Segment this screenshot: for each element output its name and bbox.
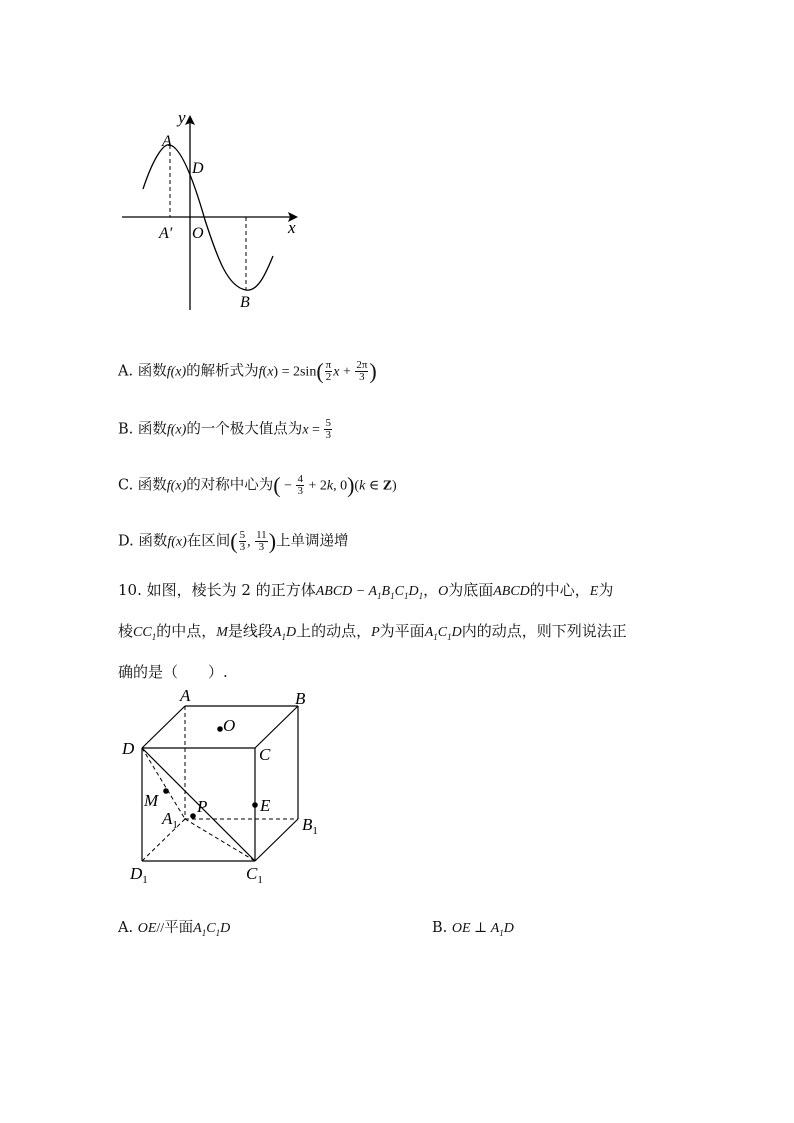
option-9c: C. 函数f(x)的对称中心为( − $\frac{4}{3}$ + 2k, 0)(k ∈ Z) (118, 472, 397, 498)
point-E (252, 802, 258, 808)
label-A: A (180, 686, 191, 705)
q10-line2: 棱$CC_1$的中点，M是线段$A_1D$上的动点，P为平面$A_1C_1D$内的动点，则下列说法正 (118, 621, 627, 642)
point-M (163, 788, 169, 794)
formula-9b: x (302, 422, 309, 438)
question-10 (118, 573, 688, 690)
cube-figure (115, 685, 325, 885)
q10-line1: 10. 如图，棱长为 2 的正方体ABCD − $A_1B_1C_1D_1$，O为底面ABCD的中心，E为 (118, 581, 614, 601)
label-B: B (295, 689, 306, 708)
point-O (217, 726, 223, 732)
label-O: O (192, 225, 204, 242)
label-C1: $C_1$ (246, 864, 263, 885)
option-10b: B. OE ⊥ $A_1D$ (432, 920, 514, 938)
label-D1: $D_1$ (130, 864, 148, 885)
option-9d: D. 函数f(x)在区间( $\frac{5}{3}$ , $\frac{11}{3}$ )上单调递增 (118, 528, 349, 554)
label-M: M (144, 791, 159, 810)
formula-9a: f (258, 364, 263, 380)
label-A1: $A_1$ (162, 809, 178, 831)
edge-C-B (255, 706, 298, 748)
formula-10b: OE (451, 921, 471, 936)
label-O: O (223, 716, 236, 735)
label-D: D (192, 160, 204, 177)
label-D: D (122, 739, 135, 758)
label-A: A (162, 133, 172, 150)
q10-line3: 确的是（ ）. (118, 662, 228, 681)
sine-graph-figure (110, 105, 310, 315)
option-9b: B. 函数f(x)的一个极大值点为x = $\frac{5}{3}$ (118, 417, 331, 441)
option-9a: A. 函数f(x)的解析式为f(x) = 2sin( $\frac{\pi}{2}$ x + $\frac{2\pi}{3}$ ) (118, 358, 377, 384)
option-10a: A. OE//平面$A_1C_1D$ (118, 920, 231, 938)
edge-D-A (142, 706, 185, 748)
label-E: E (260, 796, 271, 815)
label-B: B (240, 294, 250, 311)
label-x: x (288, 218, 296, 237)
formula-10a: OE (137, 921, 157, 936)
edge-C1-B1 (255, 819, 298, 861)
label-y: y (178, 108, 186, 127)
label-A-prime: A′ (159, 225, 173, 242)
label-C: C (259, 745, 271, 764)
label-P: P (197, 797, 208, 816)
label-B1: $B_1$ (302, 815, 318, 837)
point-P (190, 813, 196, 819)
